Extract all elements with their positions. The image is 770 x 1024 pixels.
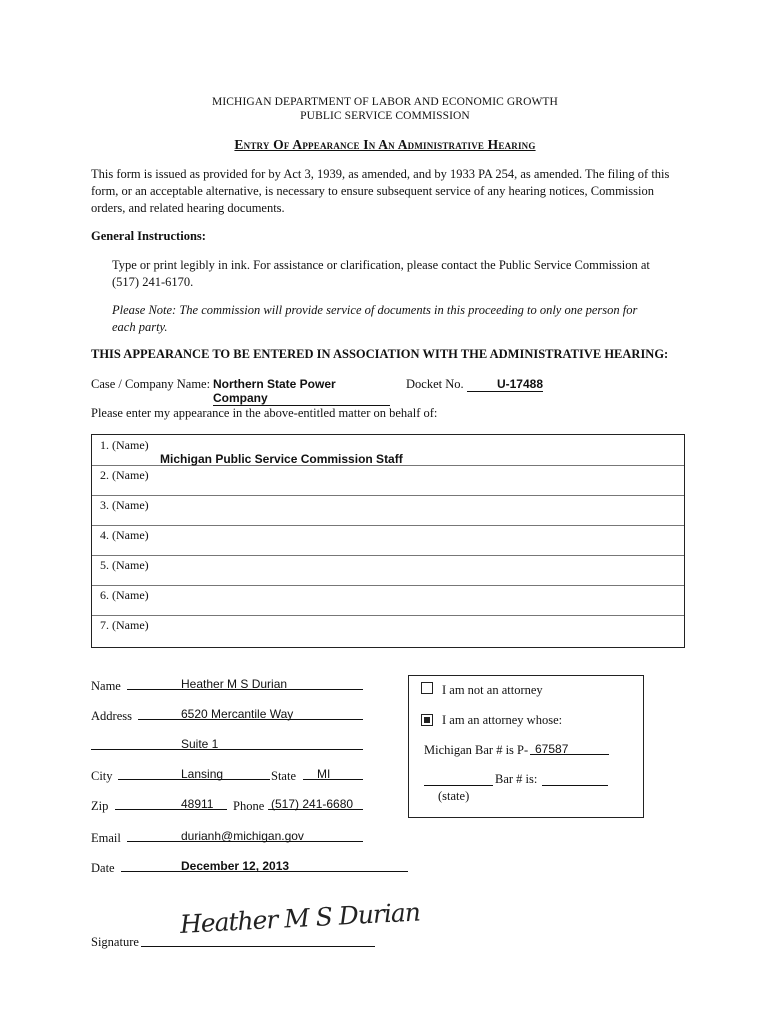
party-label: 2. (Name) bbox=[100, 468, 149, 482]
party-1-field[interactable]: Michigan Public Service Commission Staff bbox=[160, 452, 403, 466]
city-label: City bbox=[91, 769, 113, 783]
department-heading: MICHIGAN DEPARTMENT OF LABOR AND ECONOMIC GROWTH bbox=[212, 96, 558, 108]
not-attorney-label: I am not an attorney bbox=[442, 683, 543, 697]
address-field[interactable]: 6520 Mercantile Way bbox=[138, 707, 363, 720]
party-label: 6. (Name) bbox=[100, 588, 149, 602]
bar-number-field[interactable]: 67587 bbox=[530, 742, 609, 755]
address-line2-field[interactable]: Suite 1 bbox=[91, 737, 363, 750]
party-row[interactable] bbox=[92, 555, 684, 586]
not-attorney-checkbox[interactable] bbox=[421, 682, 433, 694]
date-label: Date bbox=[91, 861, 115, 875]
signature-line bbox=[141, 946, 375, 947]
date-field[interactable]: December 12, 2013 bbox=[121, 859, 408, 872]
attorney-checkbox[interactable] bbox=[421, 714, 433, 726]
email-label: Email bbox=[91, 831, 121, 845]
intro-paragraph: This form is issued as provided for by Act 3, 1939, as amended, and by 1933 PA 254, as amended. The filing of this form, or an acceptable alternative, is necessary to ensure subsequent service of any hearing notices, Commission orders, and related hearing documents. bbox=[91, 167, 670, 215]
party-row[interactable] bbox=[92, 585, 684, 616]
docket-field[interactable]: U-17488 bbox=[467, 377, 543, 392]
city-field[interactable]: Lansing bbox=[118, 767, 270, 780]
party-label: 1. (Name) bbox=[100, 438, 149, 452]
party-row[interactable] bbox=[92, 435, 684, 466]
case-name-field[interactable]: Northern State Power Company bbox=[213, 377, 390, 406]
party-label: 7. (Name) bbox=[100, 618, 149, 632]
address-label: Address bbox=[91, 709, 132, 723]
parties-box bbox=[91, 434, 685, 648]
bar-label: Michigan Bar # is P- bbox=[424, 743, 529, 757]
party-row[interactable] bbox=[92, 495, 684, 526]
form-title: Entry Of Appearance In An Administrative Hearing bbox=[234, 137, 536, 152]
phone-field[interactable]: (517) 241-6680 bbox=[268, 797, 363, 810]
instructions-text: Type or print legibly in ink. For assistance or clarification, please contact the Public Service Commission at (517) 241-6170. bbox=[112, 258, 650, 289]
party-row[interactable] bbox=[92, 525, 684, 556]
party-row[interactable] bbox=[92, 615, 684, 645]
name-field[interactable]: Heather M S Durian bbox=[127, 677, 363, 690]
other-state-field[interactable] bbox=[424, 772, 493, 786]
party-label: 3. (Name) bbox=[100, 498, 149, 512]
email-field[interactable]: durianh@michigan.gov bbox=[127, 829, 363, 842]
case-label: Case / Company Name: bbox=[91, 377, 211, 391]
zip-field[interactable]: 48911 bbox=[115, 797, 227, 810]
state-label: State bbox=[271, 769, 296, 783]
docket-label: Docket No. bbox=[406, 377, 464, 391]
instructions-heading: General Instructions: bbox=[91, 229, 206, 243]
association-heading: THIS APPEARANCE TO BE ENTERED IN ASSOCIATION WITH THE ADMINISTRATIVE HEARING: bbox=[91, 347, 669, 361]
party-label: 5. (Name) bbox=[100, 558, 149, 572]
party-label: 4. (Name) bbox=[100, 528, 149, 542]
phone-label: Phone bbox=[233, 799, 265, 813]
other-bar-label: Bar # is: bbox=[495, 772, 538, 786]
zip-label: Zip bbox=[91, 799, 109, 813]
please-note: Please Note: The commission will provide service of documents in this proceeding to only one person for each party. bbox=[112, 303, 638, 334]
signature-image[interactable]: Heather M S Durian bbox=[179, 897, 421, 939]
commission-heading: PUBLIC SERVICE COMMISSION bbox=[300, 110, 470, 122]
attorney-label: I am an attorney whose: bbox=[442, 713, 563, 727]
signature-label: Signature bbox=[91, 935, 139, 949]
state-caption: (state) bbox=[438, 789, 470, 803]
party-row[interactable] bbox=[92, 465, 684, 496]
name-label: Name bbox=[91, 679, 121, 693]
other-bar-field[interactable] bbox=[542, 772, 608, 786]
state-field[interactable]: MI bbox=[303, 767, 363, 780]
behalf-text: Please enter my appearance in the above-entitled matter on behalf of: bbox=[91, 406, 438, 420]
